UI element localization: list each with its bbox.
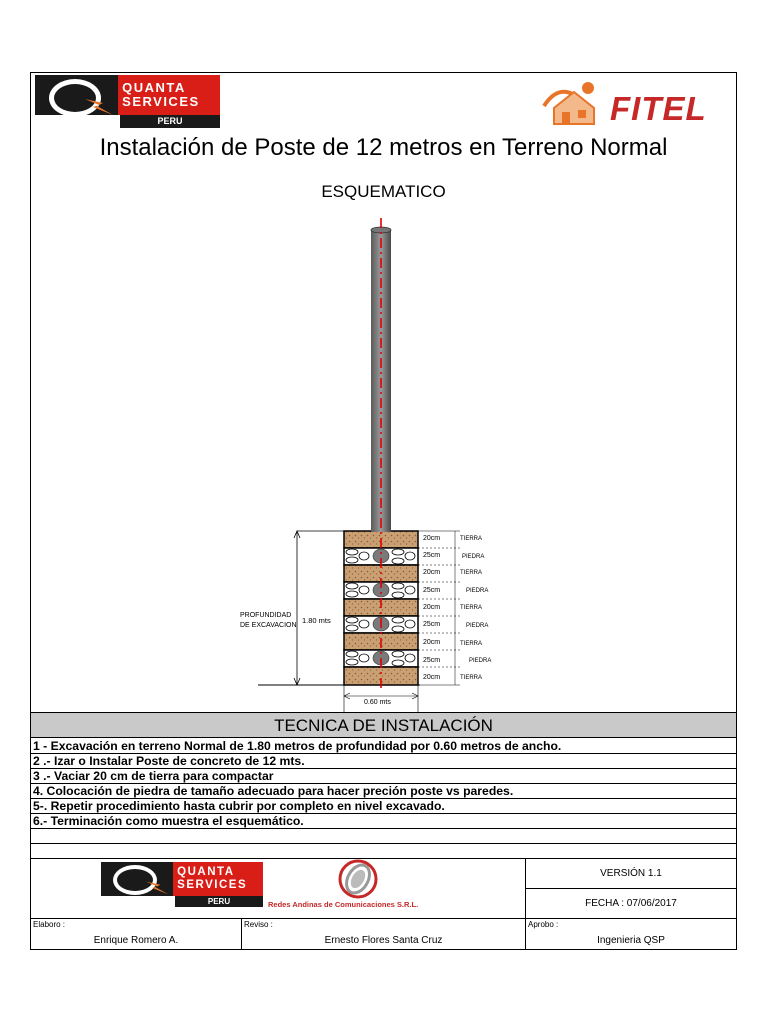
quanta-services-logo-footer bbox=[101, 862, 263, 896]
fitel-logo-text: FITEL bbox=[610, 90, 707, 127]
quanta-logo-peru: PERU bbox=[120, 115, 220, 128]
layer-material: TIERRA bbox=[460, 570, 483, 576]
aprobo-name: Ingenieria QSP bbox=[597, 935, 665, 946]
depth-label-line2: DE EXCAVACION bbox=[240, 622, 297, 629]
quanta-logo-line2: SERVICES bbox=[122, 94, 200, 109]
empty-row bbox=[31, 844, 736, 859]
depth-value: 1.80 mts bbox=[302, 616, 331, 625]
quanta-logo-line1: QUANTA bbox=[122, 80, 186, 95]
technique-step: 3 .- Vaciar 20 cm de tierra para compactar bbox=[31, 769, 736, 784]
technique-heading: TECNICA DE INSTALACIÓN bbox=[31, 712, 736, 738]
technique-step: 2 .- Izar o Instalar Poste de concreto de 12 mts. bbox=[31, 754, 736, 769]
technique-step: 1 - Excavación en terreno Normal de 1.80 metros de profundidad por 0.60 metros de ancho. bbox=[31, 739, 736, 754]
layer-material: TIERRA bbox=[460, 675, 483, 681]
version-cell bbox=[525, 858, 737, 889]
layer-thickness: 20cm bbox=[423, 535, 441, 542]
layer-material: PIEDRA bbox=[466, 623, 489, 629]
empty-row bbox=[31, 829, 736, 844]
elaboro-cell bbox=[30, 918, 242, 950]
layer-material: PIEDRA bbox=[466, 588, 489, 594]
layer-material: TIERRA bbox=[460, 536, 483, 542]
date-text: FECHA : 07/06/2017 bbox=[585, 898, 677, 909]
quanta-q-icon bbox=[101, 862, 173, 896]
version-text: VERSIÓN 1.1 bbox=[600, 868, 662, 879]
diagram-subtitle: ESQUEMATICO bbox=[321, 182, 446, 201]
layer-thickness: 25cm bbox=[423, 657, 441, 664]
depth-label-line1: PROFUNDIDAD bbox=[240, 612, 292, 619]
width-value: 0.60 mts bbox=[364, 699, 391, 706]
technique-step: 4. Colocación de piedra de tamaño adecuado para hacer preción poste vs paredes. bbox=[31, 784, 736, 799]
quanta-logo-peru: PERU bbox=[175, 896, 263, 907]
elaboro-label: Elaboro : bbox=[33, 920, 66, 929]
layer-thickness: 20cm bbox=[423, 639, 441, 646]
technique-step: 5-. Repetir procedimiento hasta cubrir por completo en nivel excavado. bbox=[31, 799, 736, 814]
reviso-label: Reviso : bbox=[244, 920, 273, 929]
quanta-logo-line1: QUANTA bbox=[177, 866, 235, 878]
reviso-cell bbox=[241, 918, 526, 950]
layer-material: PIEDRA bbox=[462, 554, 485, 560]
technique-step: 6.- Terminación como muestra el esquemático. bbox=[31, 814, 736, 829]
layer-thickness: 20cm bbox=[423, 674, 441, 681]
aprobo-label: Aprobo : bbox=[528, 920, 559, 929]
layer-material: TIERRA bbox=[460, 641, 483, 647]
page-title: Instalación de Poste de 12 metros en Terreno Normal bbox=[99, 134, 668, 161]
redes-andinas-name: Redes Andinas de Comunicaciones S.R.L. bbox=[268, 900, 419, 909]
redes-andinas-icon bbox=[334, 858, 382, 900]
layer-thickness: 25cm bbox=[423, 587, 441, 594]
date-cell bbox=[525, 888, 737, 919]
footer-divider bbox=[31, 858, 736, 859]
layer-thickness: 25cm bbox=[423, 621, 441, 628]
aprobo-cell bbox=[525, 918, 737, 950]
layer-thickness: 20cm bbox=[423, 604, 441, 611]
layer-material: PIEDRA bbox=[469, 658, 492, 664]
reviso-name: Ernesto Flores Santa Cruz bbox=[324, 935, 443, 946]
layer-thickness: 20cm bbox=[423, 569, 441, 576]
elaboro-name: Enrique Romero A. bbox=[93, 935, 179, 946]
quanta-logo-line2: SERVICES bbox=[177, 879, 248, 891]
layer-material: TIERRA bbox=[460, 605, 483, 611]
layer-thickness: 25cm bbox=[423, 552, 441, 559]
